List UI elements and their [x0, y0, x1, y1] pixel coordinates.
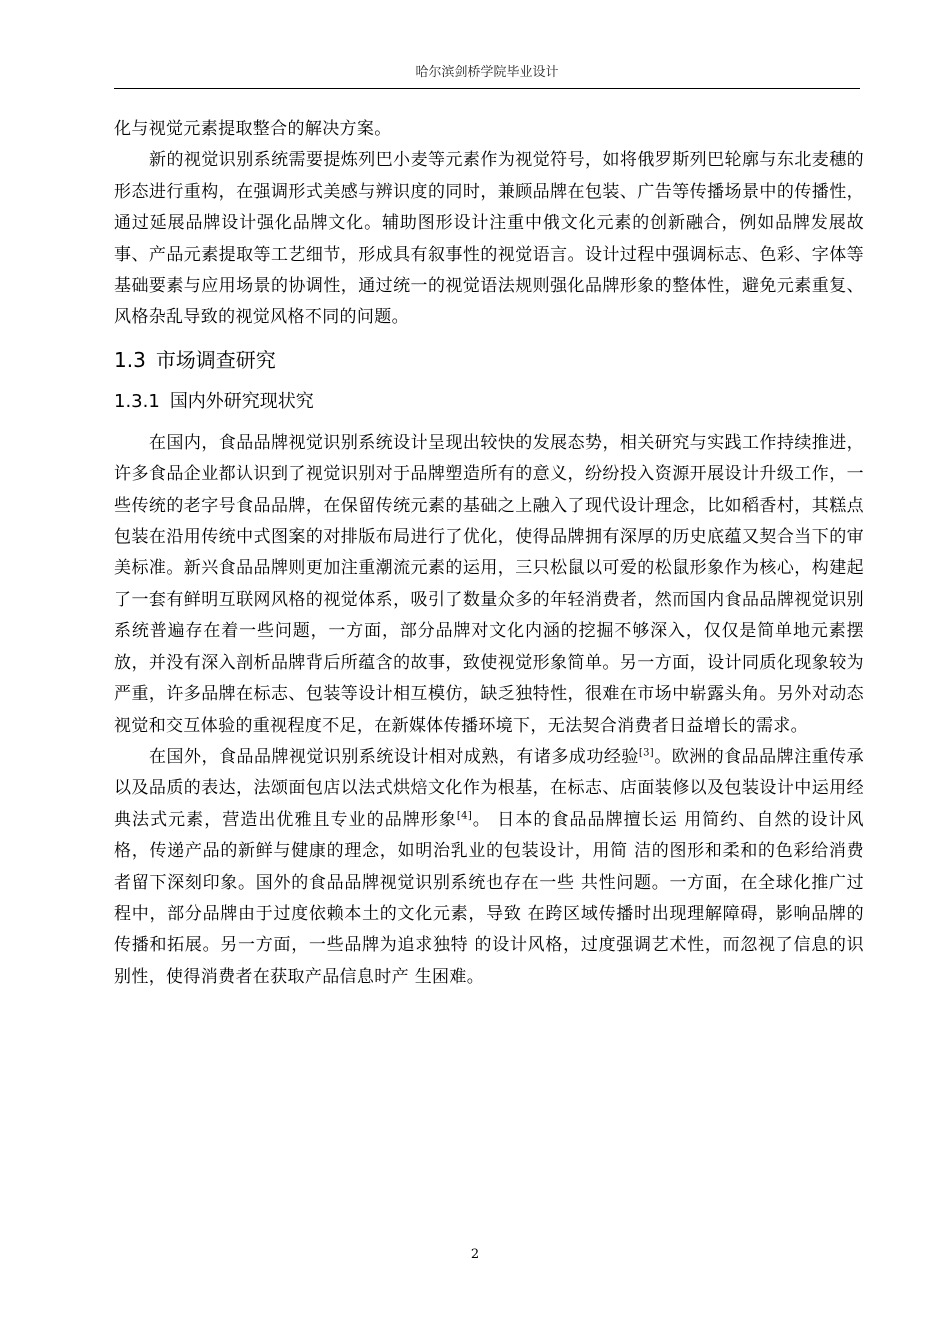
header-rule: [114, 88, 860, 89]
section-number: 1.3: [114, 347, 146, 372]
section-heading: [114, 340, 864, 380]
subsection-title: 国内外研究现状究: [169, 390, 314, 412]
paragraph-foreign-research: [114, 742, 864, 993]
paragraph-visual-identity: 新的视觉识别系统需要提炼列巴小麦等元素作为视觉符号，如将俄罗斯列巴轮廓与东北麦穗的形态进行重构，在强调形式美感与辨识度的同时，兼顾品牌在包装、广告等传播场景中的传播性，通过延展品牌设计强化品牌文化。辅助图形设计注重中俄文化元素的创新融合，例如品牌发展故事、产品元素提取等工艺细节，形成具有叙事性的视觉语言。设计过程中强调标志、色彩、字体等基础要素与应用场景的协调性，通过统一的视觉语法规则强化品牌形象的整体性，避免元素重复、风格杂乱导致的视觉风格不同的问题。: [114, 150, 864, 328]
subsection-heading: [114, 382, 864, 422]
citation-4[interactable]: [4]: [456, 810, 473, 822]
page-number: 2: [470, 1247, 480, 1262]
body-text: [114, 114, 864, 993]
foreign-text-part-1: 在国外，食品品牌视觉识别系统设计相对成熟，有诸多成功经验: [149, 746, 639, 767]
paragraph-domestic-research: 在国内，食品品牌视觉识别系统设计呈现出较快的发展态势，相关研究与实践工作持续推进，许多食品企业都认识到了视觉识别对于品牌塑造所有的意义，纷纷投入资源开展设计升级工作，一些传统的老字号食品品牌，在保留传统元素的基础之上融入了现代设计理念，比如稻香村，其糕点包装在沿用传统中式图案的对排版布局进行了优化，使得品牌拥有深厚的历史底蕴又契合当下的审美标准。新兴食品品牌则更加注重潮流元素的运用，三只松鼠以可爱的松鼠形象作为核心，构建起了一套有鲜明互联网风格的视觉体系，吸引了数量众多的年轻消费者，然而国内食品品牌视觉识别系统普遍存在着一些问题，一方面，部分品牌对文化内涵的挖掘不够深入，仅仅是简单地元素摆放，并没有深入剖析品牌背后所蕴含的故事，致使视觉形象简单。另一方面，设计同质化现象较为严重，许多品牌在标志、包装等设计相互模仿，缺乏独特性，很难在市场中崭露头角。另外对动态视觉和交互体验的重视程度不足，在新媒体传播环境下，无法契合消费者日益增长的需求。: [114, 432, 864, 736]
citation-3[interactable]: [3]: [638, 747, 655, 759]
foreign-text-part-3: 。 日本的食品品牌擅长运 用简约、自然的设计风格，传递产品的新鲜与健康的理念，如明治乳业的包装设计，用简 洁的图形和柔和的色彩给消费者留下深刻印象。国外的食品品牌视觉识别系统也存在一些 共性问题。一方面，在全球化推广过程中，部分品牌由于过度依赖本土的文化元素，导致 在跨区域传播时出现理解障碍，影响品牌的传播和拓展。另一方面，一些品牌为追求独特 的设计风格，过度强调艺术性，而忽视了信息的识别性，使得消费者在获取产品信息时产 生困难。: [114, 809, 864, 987]
section-title: 市场调查研究: [155, 347, 276, 372]
paragraph-continuation: 化与视觉元素提取整合的解决方案。: [114, 119, 392, 139]
subsection-number: 1.3.1: [114, 390, 160, 412]
running-header: 哈尔滨剑桥学院毕业设计: [415, 65, 559, 80]
foreign-text-part-2: 。欧洲的食品品牌注重传承以及品质的表达，法颂面包店以法式烘焙文化作为根基，在标志、店面装修以及包装设计中运用经典法式元素，营造出优雅且专业的品牌形象: [114, 746, 864, 830]
